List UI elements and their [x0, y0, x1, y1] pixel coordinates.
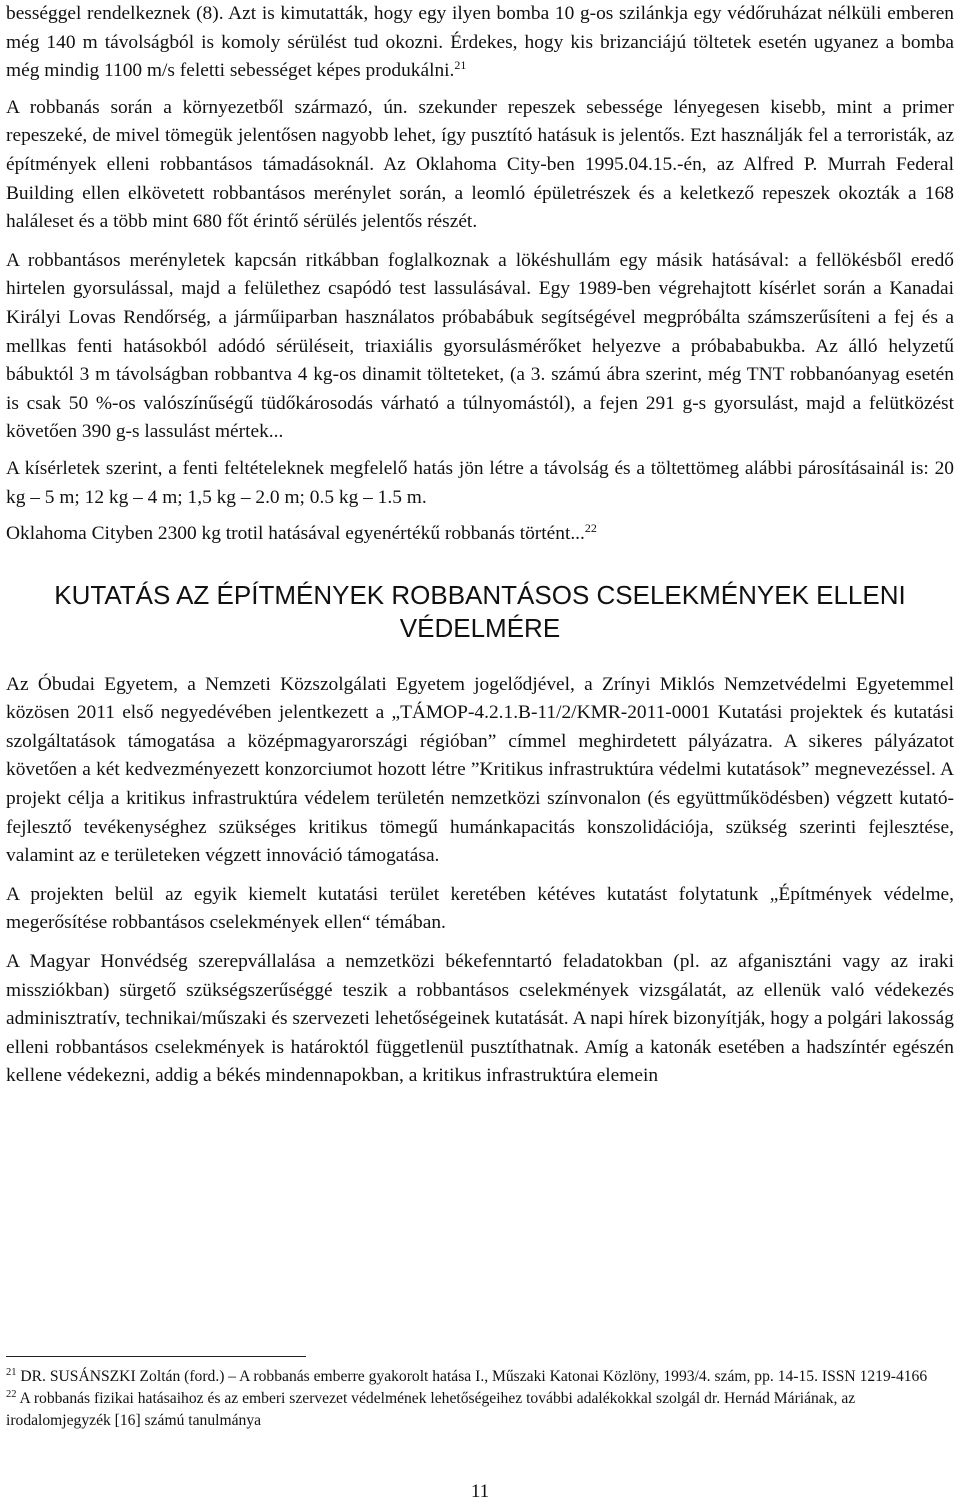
paragraph: Oklahoma Cityben 2300 kg trotil hatásával egyenértékű robbanás történt...$^{22}$ [6, 521, 597, 545]
paragraph: A projekten belül az egyik kiemelt kutatási terület keretében kétéves kutatást folytatunk „Építmények védelme, megerősítése robbantásos cselekmények ellen“ témában. [6, 883, 954, 934]
section-heading-line: KUTATÁS AZ ÉPÍTMÉNYEK ROBBANTÁSOS CSELEKMÉNYEK ELLENI [54, 579, 906, 610]
page-number: 11 [470, 1481, 490, 1502]
footnote-text: A robbanás fizikai hatásaihoz és az emberi szervezet védelmének lehetőségeihez további adalékokkal szolgál dr. Hernád Máriának, az irodalomjegyzék [16] számú tanulmánya [6, 1389, 856, 1429]
footnote [6, 1366, 954, 1388]
section-heading [6, 579, 954, 645]
footnote-reference[interactable]: 21 [454, 58, 467, 73]
footnote-number: 22 [6, 1388, 17, 1400]
footnote-text: DR. SUSÁNSZKI Zoltán (ford.) – A robbanás emberre gyakorolt hatása I., Műszaki Katonai Közlöny, 1993/4. szám, pp. 14-15. ISSN 1219-4166 [16, 1368, 928, 1385]
footnote [6, 1388, 954, 1432]
paragraph: A robbantásos merényletek kapcsán ritkábban foglalkoznak a lökéshullám egy másik hatásával: a fellökésből eredő hirtelen gyorsulással, majd a felülethez csapódó test lassulásával. Egy 1989-ben végrehajtott kísérlet során a Kanadai Királyi Lovas Rendőrség, a járműiparban használatos próbabábuk segítségével megpróbálta számszerűsíteni a fej és a mellkas fenti hatásokból adódó sérüléseit, triaxiális gyorsulásmérőket helyezve a próbababukba. Az álló helyzetű bábuktól 3 m távolságban robbantva 4 kg-os dinamit tölteteket, (a 3. számú ábra szerint, még TNT robbanóanyag esetén is csak 50 %-os valószínűségű tüdőkárosodás várható a túlnyomástól), a fejen 291 g-s gyorsulást, majd a felütközést követően 390 g-s lassulást mértek... [6, 249, 954, 443]
footnote-reference[interactable]: 22 [584, 521, 597, 536]
section-heading-line: VÉDELMÉRE [399, 612, 561, 643]
paragraph: A kísérletek szerint, a fenti feltételeknek megfelelő hatás jön létre a távolság és a töltettömeg alábbi párosításainál is: 20 kg – 5 m; 12 kg – 4 m; 1,5 kg – 2.0 m; 0.5 kg – 1.5 m. [6, 457, 954, 508]
footnote-number: 21 [6, 1367, 17, 1378]
document-body [6, 0, 954, 1091]
paragraph: A Magyar Honvédség szerepvállalása a nemzetközi békefenntartó feladatokban (pl. az afganisztáni vagy az iraki missziókban) sürgető szükségszerűséggé teszik a robbantásos cselekmények vizsgálatát, az ellenük való védekezés adminisztratív, technikai/műszaki és szervezeti lehetőségeinek kutatását. A napi hírek bizonyítják, hogy a polgári lakosság elleni robbantásos cselekmények is határoktól függetlenül pusztíthatnak. Amíg a katonák esetében a hadszíntér egészén kellene védekezni, addig a békés mindennapokban, a kritikus infrastruktúra elemein [6, 951, 954, 1087]
paragraph: A robbanás során a környezetből származó, ún. szekunder repeszek sebessége lényegesen kisebb, mint a primer repeszeké, de mivel tömegük jelentősen nagyobb lehet, így pusztító hatásuk is jelentős. Ezt használják fel a terroristák, az építmények elleni robbantásos támadásoknál. Az Oklahoma City-ben 1995.04.15.-én, az Alfred P. Murrah Federal Building ellen elkövetett robbantásos merénylet során, a leomló épületrészek és a keletkező repeszek okozták a 168 haláleset és a több mint 680 főt érintő sérülés jelentős részét. [6, 96, 954, 233]
paragraph: Az Óbudai Egyetem, a Nemzeti Közszolgálati Egyetem jogelődjével, a Zrínyi Miklós Nemzetvédelmi Egyetemmel közösen 2011 első negyedévében jelentkezett a „TÁMOP-4.2.1.B-11/2/KMR-2011-0001 Kutatási projektek és kutatási szolgáltatások támogatása a középmagyarországi régióban” címmel meghirdetett pályázatra. A sikeres pályázatot követően a két kedvezményezett konzorciumot hozott létre ”Kritikus infrastruktúra védelmi kutatások” megnevezéssel. A projekt célja a kritikus infrastruktúra védelem területén nemzetközi színvonalon (és együttműködésben) végzett kutató-fejlesztő tevékenységhez szükséges kritikus tömegű humánkapacitás konszolidációja, szükség szerinti fejlesztése, valamint az e területeken végzett innováció támogatása. [6, 673, 954, 867]
footnote-divider [6, 1356, 306, 1357]
footnotes [6, 1366, 954, 1431]
paragraph: bességgel rendelkeznek (8). Azt is kimutatták, hogy egy ilyen bomba 10 g-os szilánkja egy védőruházat nélküli emberen még 140 m távolságból is komoly sérülést tud okozni. Érdekes, hogy kis brizanciájú töltetek esetén ugyanez a bomba még mindig 1100 m/s feletti sebességet képes produkálni.$^{21}$ [6, 3, 954, 82]
